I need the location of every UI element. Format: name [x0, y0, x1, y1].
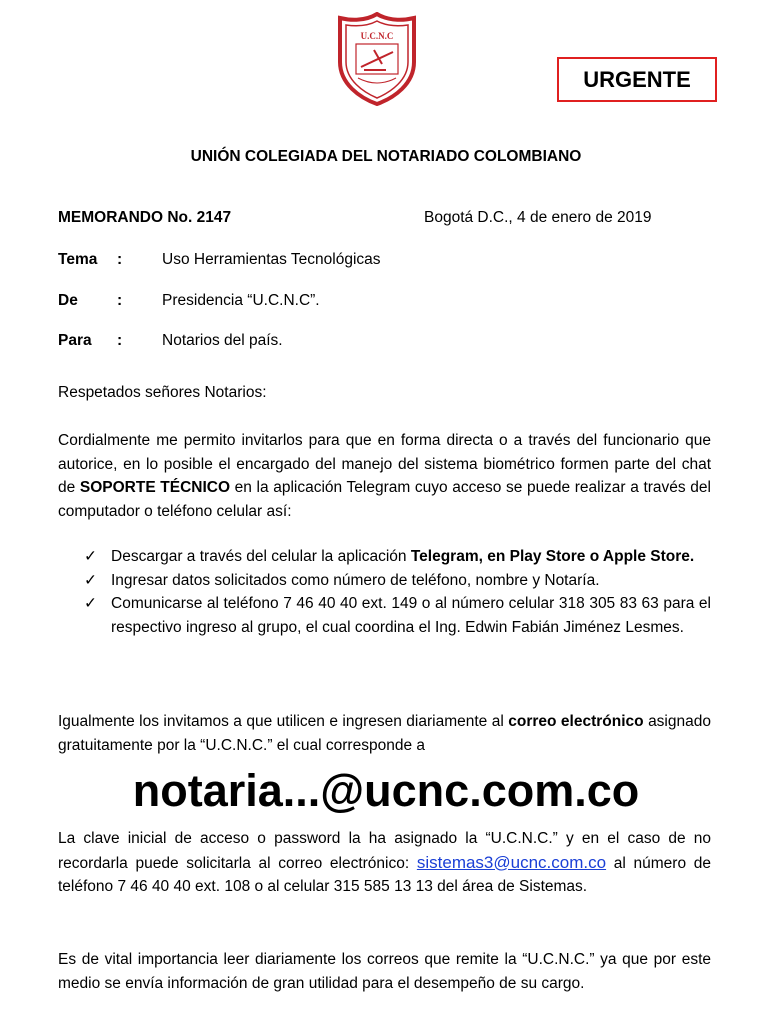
email-paragraph	[58, 710, 711, 757]
email-bold: correo electrónico	[508, 713, 644, 730]
memo-date: Bogotá D.C., 4 de enero de 2019	[424, 209, 652, 226]
list-item	[84, 545, 711, 569]
closing-paragraph: Es de vital importancia leer diariamente los correos que remite la “U.C.N.C.” ya que por este medio se envía información de gran utilidad para el desempeño de su cargo.	[58, 951, 711, 992]
support-email-link[interactable]: sistemas3@ucnc.com.co	[416, 852, 607, 872]
email-text-a: Igualmente los invitamos a que utilicen e ingresen diariamente al	[58, 713, 509, 730]
password-text-b: al número de teléfono 7 46 40 40 ext. 108 o al celular 315 585 13 13 del área de Sistemas.	[58, 854, 711, 895]
password-text-a: La clave inicial de acceso o password la ha asignado la “U.C.N.C.” y en el caso de no recordarla puede solicitarla al correo electrónico:	[58, 830, 711, 872]
intro-bold: SOPORTE TÉCNICO	[79, 479, 231, 496]
field-label-de: De	[58, 292, 78, 309]
email-address-display: notaria...@ucnc.com.co	[132, 765, 640, 816]
field-label-para: Para	[58, 332, 92, 349]
field-colon: :	[117, 251, 123, 268]
field-colon: :	[117, 332, 123, 349]
bullet-3-text: Comunicarse al teléfono 7 46 40 40 ext. 149 o al número celular 318 305 83 63 para el respectivo ingreso al grupo, el cual coordina el Ing. Edwin Fabián Jiménez Lesmes.	[111, 595, 711, 636]
organization-title: UNIÓN COLEGIADA DEL NOTARIADO COLOMBIANO	[190, 148, 582, 165]
email-text-b: asignado gratuitamente por la “U.C.N.C.” el cual corresponde a	[58, 713, 711, 754]
field-colon: :	[117, 292, 123, 309]
intro-text-b: en la aplicación Telegram cuyo acceso se puede realizar a través del computador o teléfono celular así:	[58, 479, 711, 520]
list-item	[84, 592, 711, 639]
intro-paragraph	[58, 429, 711, 523]
field-value-de: Presidencia “U.C.N.C”.	[162, 292, 320, 309]
list-item	[84, 569, 711, 593]
field-label-tema: Tema	[58, 251, 98, 268]
memo-number: MEMORANDO No. 2147	[58, 209, 232, 226]
greeting: Respetados señores Notarios:	[58, 384, 267, 401]
svg-text:U.C.N.C: U.C.N.C	[360, 31, 394, 41]
check-icon: ✓	[84, 571, 97, 589]
bullet-2-text: Ingresar datos solicitados como número de teléfono, nombre y Notaría.	[111, 571, 600, 589]
bullet-1-bold: Telegram, en Play Store o Apple Store.	[410, 548, 695, 565]
field-value-para: Notarios del país.	[162, 332, 283, 349]
bullet-1-text: Descargar a través del celular la aplicación	[111, 548, 411, 565]
field-value-tema: Uso Herramientas Tecnológicas	[162, 251, 381, 268]
ucnc-seal-logo	[334, 12, 420, 106]
intro-text-a: Cordialmente me permito invitarlos para que en forma directa o a través del funcionario que autorice, en lo posible el encargado del manejo del sistema biométrico formen parte del chat de	[58, 432, 711, 496]
instructions-list	[84, 545, 711, 639]
check-icon: ✓	[84, 595, 97, 612]
urgent-label: URGENTE	[557, 57, 717, 102]
password-paragraph	[58, 827, 711, 899]
check-icon: ✓	[84, 548, 97, 565]
